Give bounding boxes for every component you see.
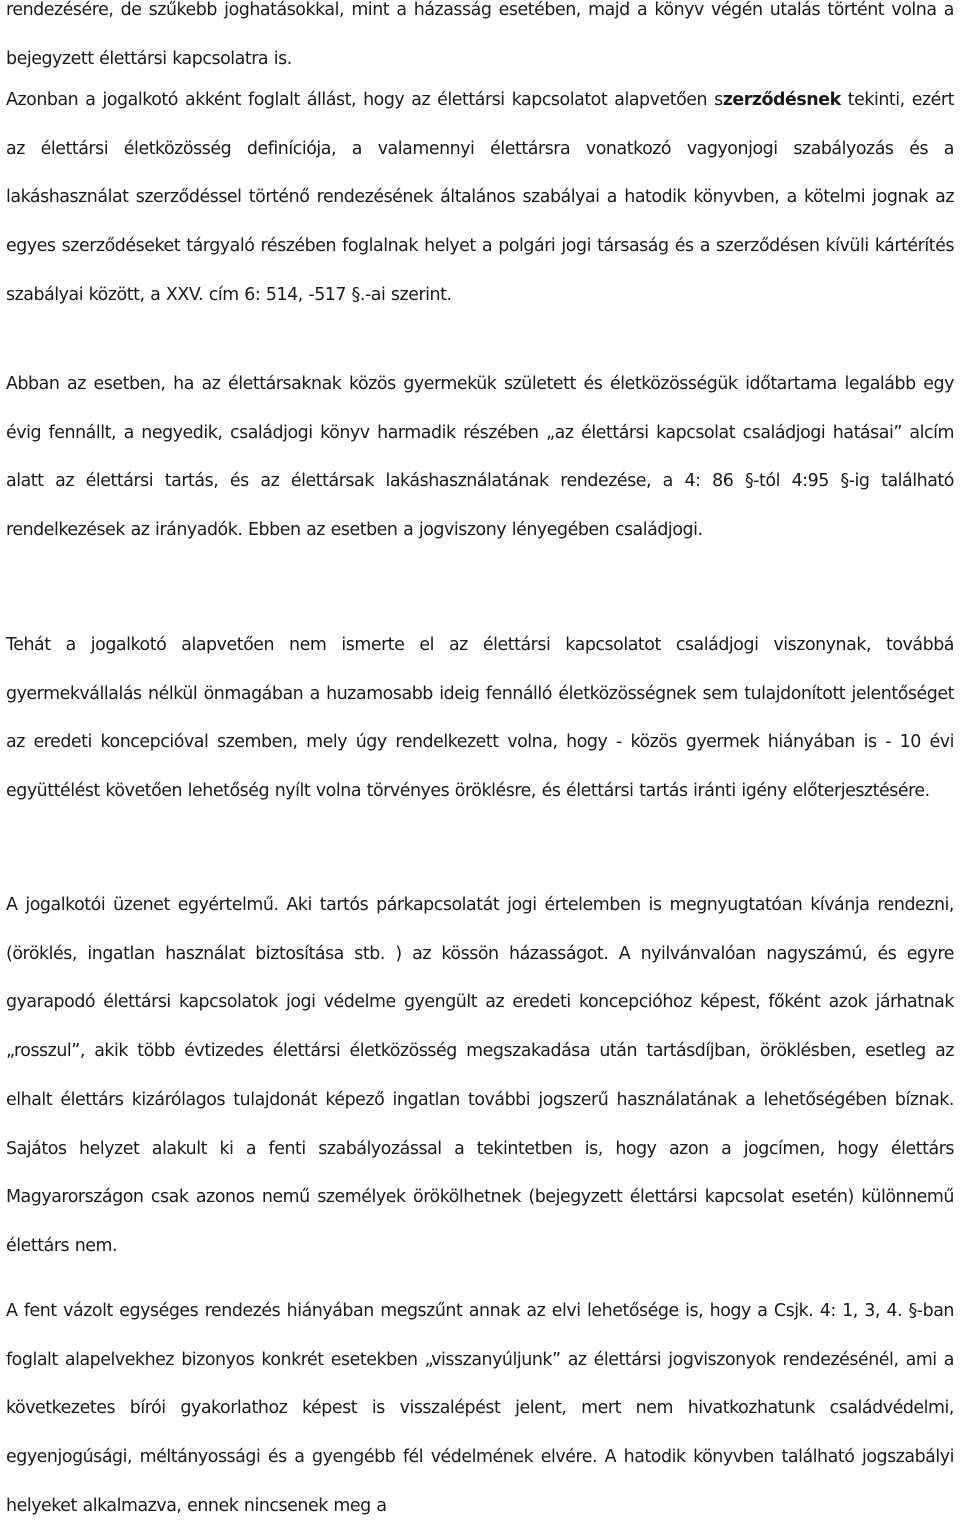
paragraph-6: A fent vázolt egységes rendezés hiányában megszűnt annak az elvi lehetősége is, hogy a Csjk. 4: 1, 3, 4. §-ban foglalt alapelvekhez bizonyos konkrét esetekben „visszanyúljunk” az élettársi jogviszonyok rendezésénél, ami a következetes bírói gyakorlathoz képest is visszalépést jelent, mert nem hivatkozhatunk családvédelmi, egyenjogúsági, méltányossági és a gyengébb fél védelmének elvére. A hatodik könyvben található jogszabályi helyeket alkalmazva, ennek nincsenek meg a: [6, 1301, 954, 1516]
paragraph-5: A jogalkotói üzenet egyértelmű. Aki tartós párkapcsolatát jogi értelemben is megnyugtatóan kívánja rendezni, (öröklés, ingatlan használat biztosítása stb. ) az kössön házasságot. A nyilvánvalóan nagyszámú, és egyre gyarapodó élettársi kapcsolatok jogi védelme gyengült az eredeti koncepcióhoz képest, főként azok járhatnak „rosszul”, akik több évtizedes élettársi életközösség megszakadása után tartásdíjban, öröklésben, esetleg az elhalt élettárs kizárólagos tulajdonát képező ingatlan további jogszerű használatának a lehetőségében bíznak. Sajátos helyzet alakult ki a fenti szabályozással a tekintetben is, hogy azon a jogcímen, hogy élettárs Magyarországon csak azonos nemű személyek örökölhetnek (bejegyzett élettársi kapcsolat esetén) különnemű élettárs nem.: [6, 895, 954, 1256]
paragraph-2-text-end: tekinti, ezért az élettársi életközösség definíciója, a valamennyi élettársra vonatkozó vagyonjogi szabályozás és a lakáshasználat szerződéssel történő rendezésének általános szabályai a hatodik könyvben, a kötelmi jognak az egyes szerződéseket tárgyaló részében foglalnak helyet a polgári jogi társaság és a szerződésen kívüli kártérítés szabályai között, a XXV. cím 6: 514, -517 §.-ai szerint.: [6, 90, 954, 305]
paragraph-2: [6, 76, 954, 320]
paragraph-2-text-start: Azonban a jogalkotó akként foglalt állást, hogy az élettársi kapcsolatot alapvetően s: [6, 90, 723, 110]
paragraph-4: Tehát a jogalkotó alapvetően nem ismerte el az élettársi kapcsolatot családjogi viszonynak, továbbá gyermekvállalás nélkül önmagában a huzamosabb ideig fennálló életközösségnek sem tulajdonított jelentőséget az eredeti koncepcióval szemben, mely úgy rendelkezett volna, hogy - közös gyermek hiányában is - 10 évi együttélést követően lehetőség nyílt volna törvényes öröklésre, és élettársi tartás iránti igény előterjesztésére.: [6, 635, 954, 802]
paragraph-1: rendezésére, de szűkebb joghatásokkal, mint a házasság esetében, majd a könyv végén utalás történt volna a bejegyzett élettársi kapcsolatra is.: [6, 0, 954, 69]
paragraph-2-emphasis: zerződésnek: [722, 90, 841, 110]
paragraph-3: Abban az esetben, ha az élettársaknak közös gyermekük született és életközösségük időtartama legalább egy évig fennállt, a negyedik, családjogi könyv harmadik részében „az élettársi kapcsolat családjogi hatásai” alcím alatt az élettársi tartás, és az élettársak lakáshasználatának rendezése, a 4: 86 §-tól 4:95 §-ig található rendelkezések az irányadók. Ebben az esetben a jogviszony lényegében családjogi.: [6, 374, 954, 541]
